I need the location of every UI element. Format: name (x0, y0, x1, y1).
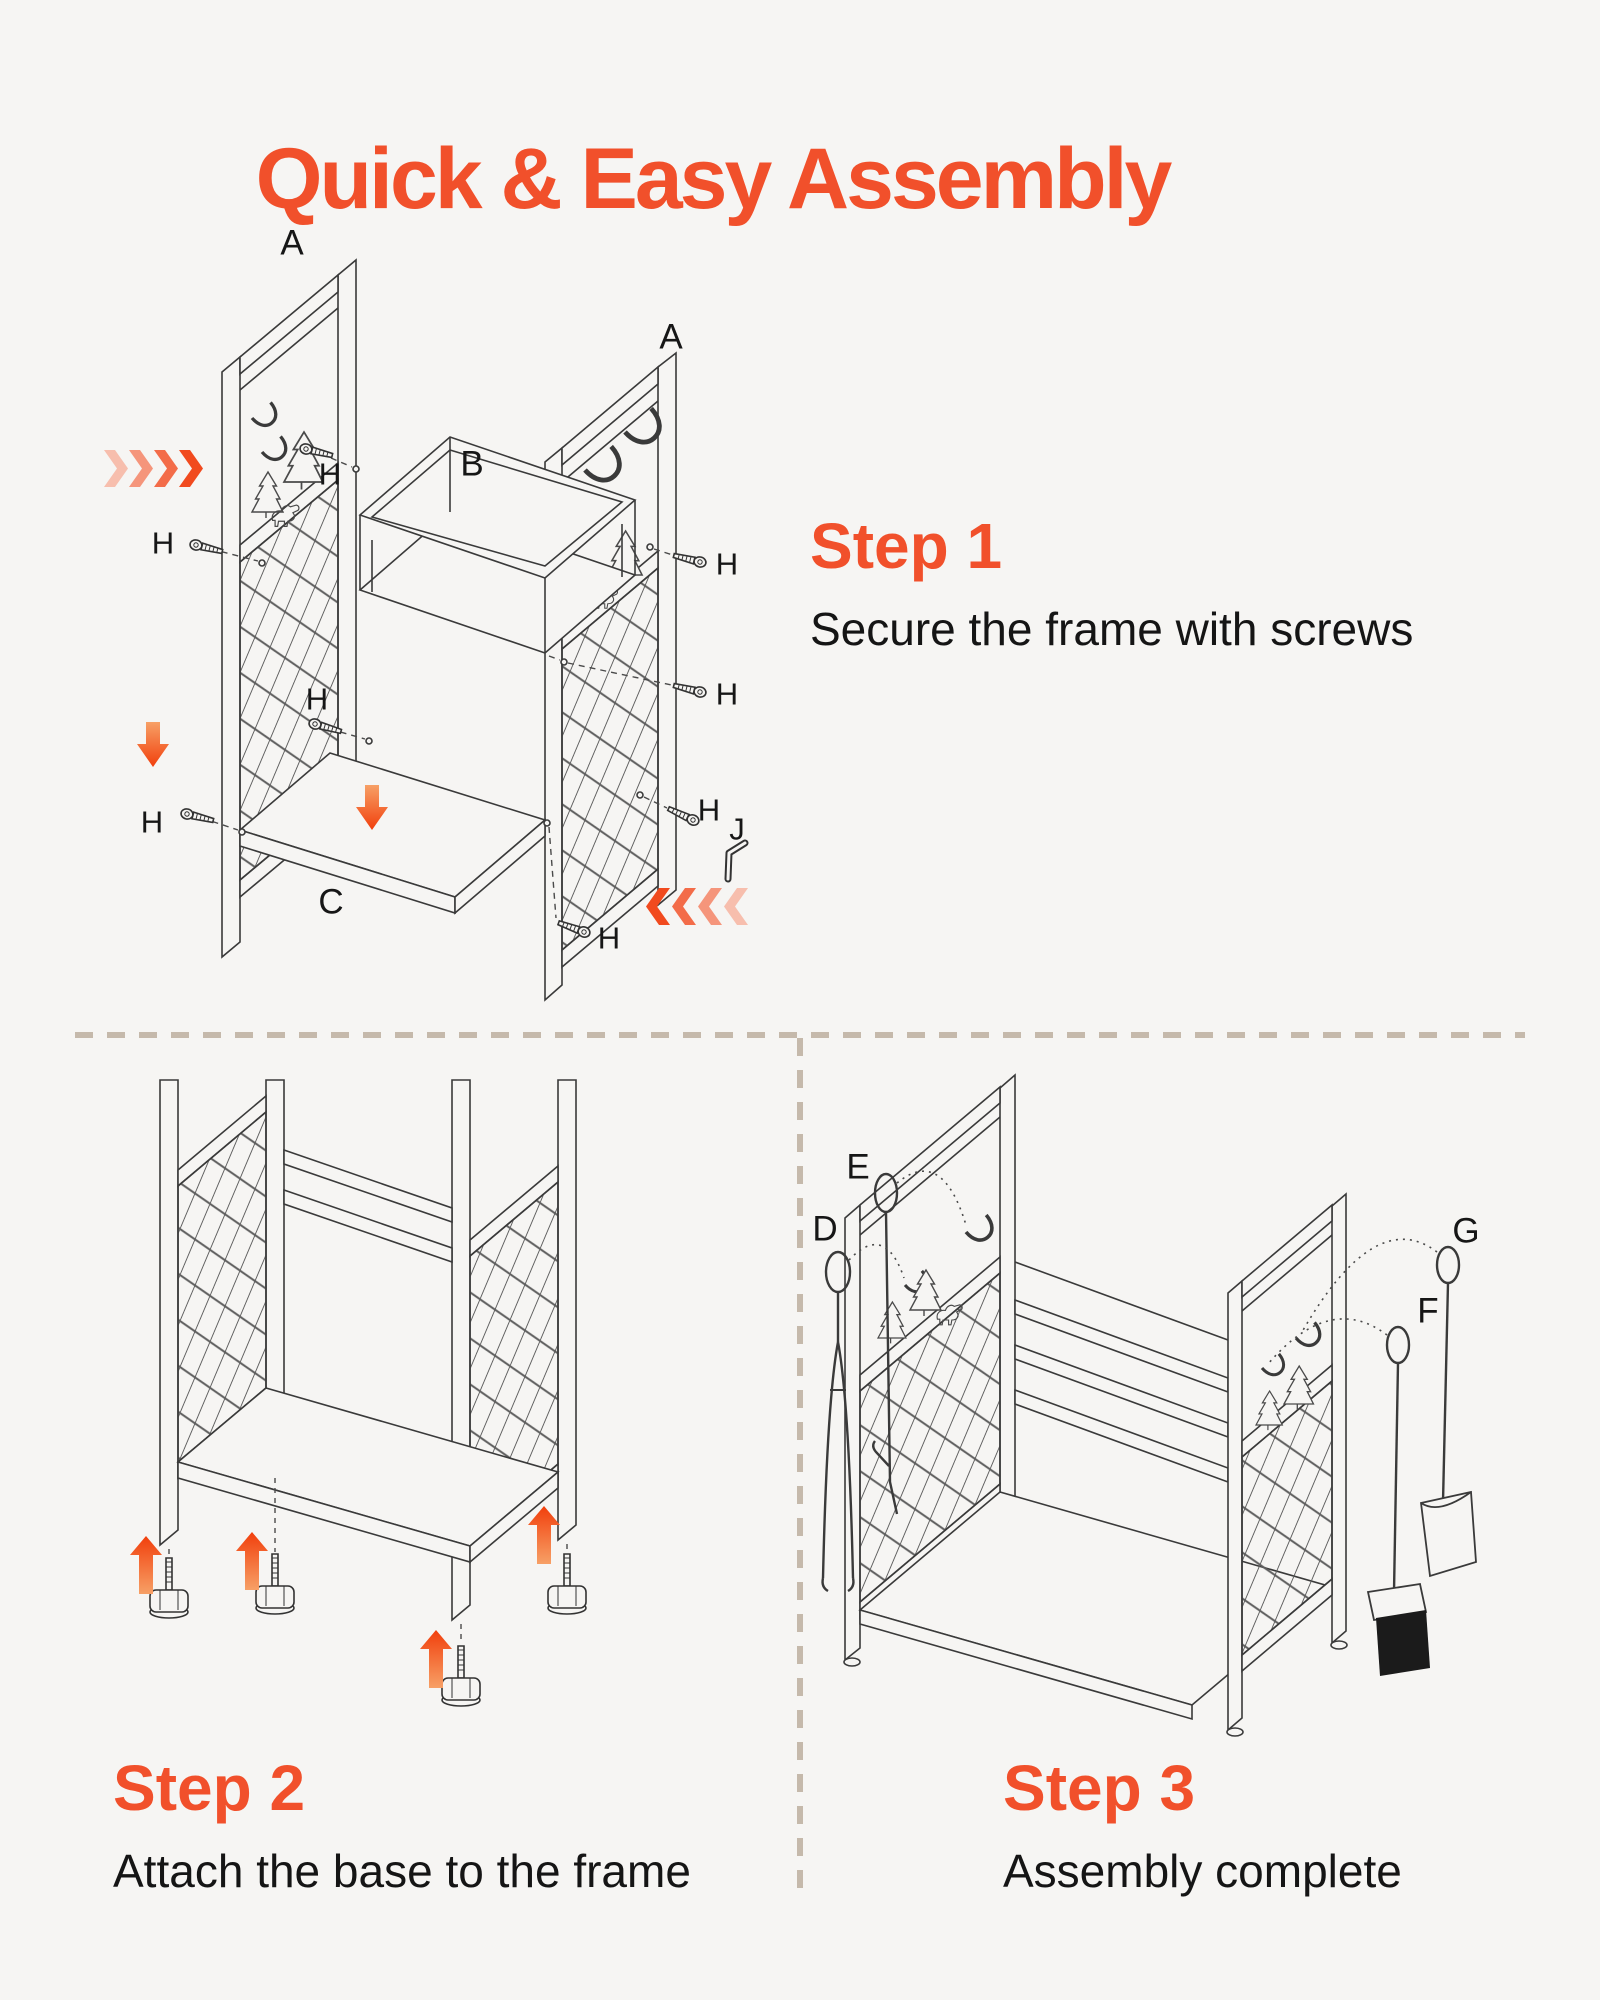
step2-heading: Step 2 (113, 1752, 306, 1824)
step1-text (810, 510, 1414, 655)
step3-diagram (795, 1080, 1600, 1745)
leveling-foot-icon (256, 1554, 294, 1614)
part-label: H (597, 920, 621, 956)
down-arrow-icon (137, 722, 169, 767)
step3-description: Assembly complete (1003, 1845, 1402, 1897)
shovel-icon (1421, 1247, 1476, 1576)
screw-icon (180, 808, 214, 826)
part-label: E (846, 1147, 870, 1187)
part-label: J (729, 811, 745, 847)
screw-icon (673, 681, 707, 699)
part-label: C (318, 882, 344, 922)
chevrons-left-icon (646, 888, 748, 925)
leveling-feet (150, 1554, 586, 1706)
allen-key-icon (728, 843, 745, 879)
chevrons-right-icon (104, 450, 203, 487)
part-label: H (305, 681, 329, 717)
up-arrow-icon (130, 1536, 162, 1594)
page-title: Quick & Easy Assembly (255, 130, 1170, 227)
leveling-foot-icon (150, 1558, 188, 1618)
brush-icon (1368, 1327, 1430, 1676)
step1-heading: Step 1 (810, 510, 1003, 582)
part-label: H (715, 546, 739, 582)
part-label: G (1452, 1211, 1480, 1251)
assembled-rack (844, 1075, 1347, 1736)
step3-heading: Step 3 (1003, 1752, 1196, 1824)
part-label: H (151, 525, 175, 561)
part-label: H (715, 676, 739, 712)
part-label: H (140, 804, 164, 840)
screw-icon (673, 551, 707, 569)
step2-description: Attach the base to the frame (113, 1845, 691, 1897)
up-arrow-icon (236, 1532, 268, 1590)
part-label: B (460, 444, 484, 484)
leveling-foot-icon (548, 1554, 586, 1614)
screw-icon (189, 539, 223, 557)
step2-diagram (95, 1080, 775, 1740)
step2-text (113, 1752, 691, 1897)
leveling-foot-icon (442, 1646, 480, 1706)
step1-description: Secure the frame with screws (810, 603, 1414, 655)
step3-text (1003, 1752, 1402, 1897)
step1-diagram (95, 180, 775, 1010)
part-label: A (659, 317, 683, 357)
cradle-rails (284, 1150, 452, 1262)
part-label: A (280, 223, 304, 263)
part-label: F (1417, 1291, 1439, 1331)
part-label: D (812, 1209, 838, 1249)
part-label: H (318, 456, 342, 492)
vertical-divider (797, 1038, 803, 1898)
up-arrow-icon (528, 1506, 560, 1564)
part-label: H (697, 792, 721, 828)
